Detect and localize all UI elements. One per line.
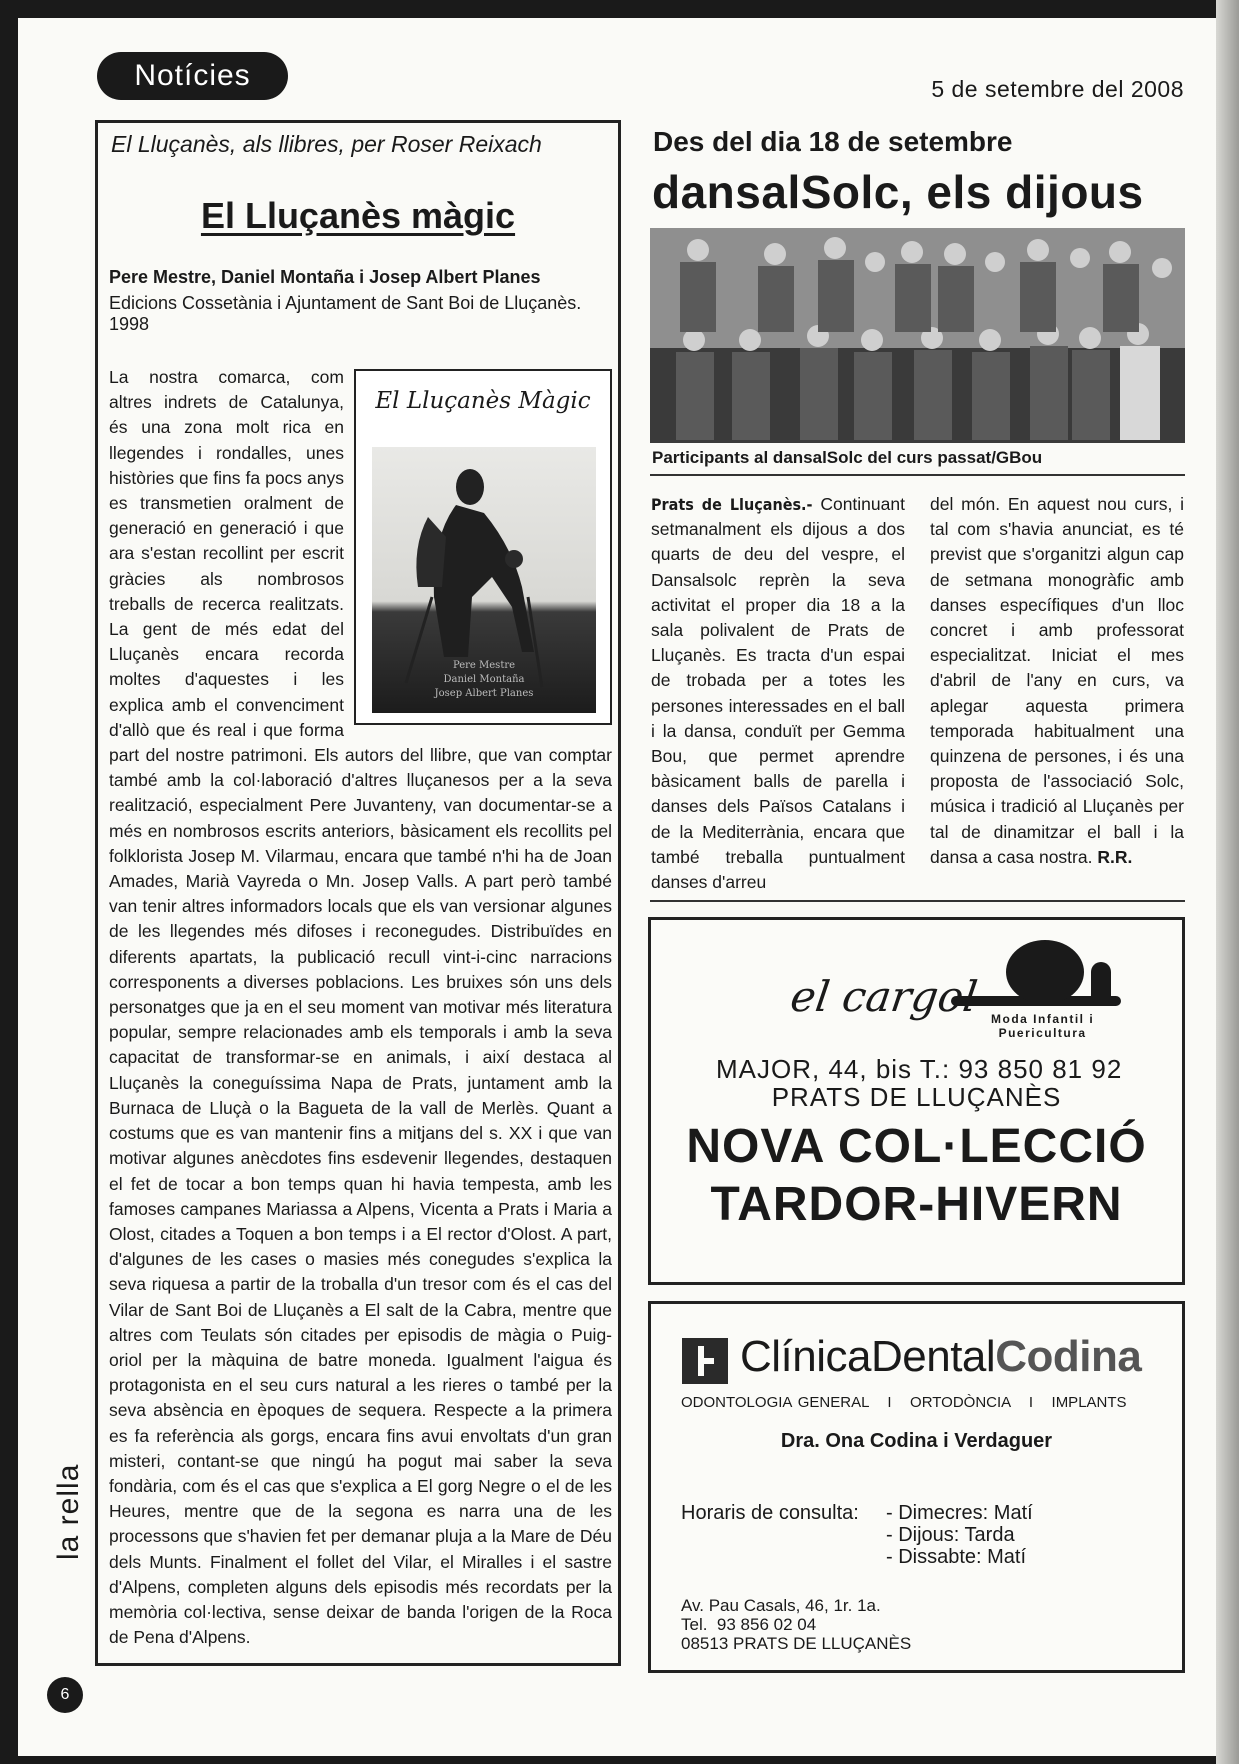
article-kicker: El Lluçanès, als llibres, per Roser Reixach bbox=[111, 131, 542, 157]
clinic-services: ODONTOLOGIA GENERAL I ORTODÒNCIA I IMPLANTS bbox=[681, 1394, 1127, 1411]
publication-name: la rella bbox=[52, 1463, 85, 1560]
shop-logo-text: el cargol bbox=[787, 972, 981, 1021]
page-edge-shadow bbox=[1216, 0, 1239, 1764]
shop-address: MAJOR, 44, bis T.: 93 850 81 92 bbox=[716, 1054, 1123, 1084]
section-label: Notícies bbox=[97, 52, 288, 100]
snail-shell-icon bbox=[1006, 940, 1084, 1004]
shop-tagline: Moda Infantil i Puericultura bbox=[991, 1012, 1095, 1040]
clinic-address: Av. Pau Casals, 46, 1r. 1a. Tel. 93 856 02 04 08513 PRATS DE LLUÇANÈS bbox=[681, 1596, 912, 1653]
issue-date: 5 de setembre del 2008 bbox=[931, 76, 1184, 102]
book-cover-title: El Lluçanès Màgic bbox=[375, 388, 591, 414]
shop-town: PRATS DE LLUÇANÈS bbox=[771, 1082, 1062, 1112]
book-publisher: Edicions Cossetània i Ajuntament de Sant Boi de Lluçanès. 1998 bbox=[109, 293, 582, 334]
snail-head-icon bbox=[1091, 962, 1111, 1002]
book-authors: Pere Mestre, Daniel Montaña i Josep Albert Planes bbox=[109, 267, 541, 287]
book-cover bbox=[354, 369, 612, 725]
book-cover-authors: Pere Mestre Daniel Montaña Josep Albert Planes bbox=[434, 660, 534, 699]
clinic-logo-icon bbox=[682, 1338, 728, 1384]
group-photo bbox=[650, 228, 1185, 443]
page-number: 6 bbox=[47, 1677, 83, 1713]
book-review-article bbox=[95, 120, 621, 1666]
hours-label: Horaris de consulta: bbox=[681, 1502, 859, 1524]
clinic-name: ClínicaDentalCodina bbox=[740, 1332, 1142, 1381]
author-signature: R.R. bbox=[1097, 846, 1133, 867]
news-kicker: Des del dia 18 de setembre bbox=[653, 126, 1013, 157]
clinic-advertisement bbox=[648, 1301, 1185, 1673]
article-headline: El Lluçanès màgic bbox=[200, 195, 516, 236]
book-cover-illustration bbox=[372, 447, 596, 713]
caption-rule bbox=[650, 474, 1185, 476]
shop-promo: NOVA COL·LECCIÓ TARDOR-HIVERN bbox=[686, 1120, 1147, 1231]
shop-advertisement bbox=[648, 917, 1185, 1285]
clinic-doctor: Dra. Ona Codina i Verdaguer bbox=[780, 1430, 1053, 1452]
article-end-rule bbox=[650, 900, 1185, 902]
photo-caption: Participants al dansalSolc del curs passat/GBou bbox=[652, 448, 1043, 467]
news-column-2: del món. En aquest nou curs, i tal com s'havia anunciat, es té previst que s'organitzi algun cap de setmana monogràfic amb danses específiques d'un lloc concret i amb professorat especialitzat. Iniciat el mes d'abril de l'any en curs, va aplegar aquesta primera temporada habitualment una quinzena de persones, i és una proposta de l'associació Solc, música i tradició al Lluçanès per tal de dinamitzar el ball i la dansa a casa nostra. R.R. bbox=[930, 494, 1184, 867]
article-body bbox=[109, 365, 612, 1650]
news-column-1: Prats de Lluçanès.- Continuant setmanalment els dijous a dos quarts de deu del vespre, el Dansalsolc reprèn la seva activitat el proper dia 18 a la sala polivalent de Prats de Lluçanès. Es tracta d'un espai de trobada per a totes les persones interessades en el ball i la dansa, conduït per Gemma Bou, que permet aprendre bàsicament balls de parella i danses dels Països Catalans i de la Mediterrània, encara que també treballa puntualment danses d'arreu bbox=[651, 494, 905, 893]
dancers-group-photo bbox=[650, 228, 1185, 443]
opening-hours: - Dimecres: Matí - Dijous: Tarda - Dissabte: Matí bbox=[886, 1502, 1033, 1568]
dateline: Prats de Lluçanès.- bbox=[651, 495, 813, 514]
news-headline: dansalSolc, els dijous bbox=[652, 166, 1144, 218]
article-body-text: La nostra comarca, com altres indrets de Catalunya, és una zona molt rica en llegendes i rondalles, unes històries que fins fa pocs anys es transmetien oralment de generació en generació i que ara s'estan recollint per escrit gràcies als nombrosos treballs de recerca realitzats. La gent de més edat del Lluçanès encara recorda moltes d'aquestes i les explica amb el convenciment d'allò que és real i que forma part del nostre patrimoni. Els autors del llibre, que van comptar també amb la col·laboració d'altres lluçanesos per a la seva realització, especialment Pere Juvanteny, van documentar-se a més en nombrosos escrits anteriors, bàsicament els recollits pel folklorista Josep M. Vilarmau, encara que també n'hi ha de Joan Amades, Marià Vayreda o Mn. Josep Valls. A part però també van tenir altres informadors locals que els van versionar algunes de les llegendes més difoses i reconegudes. Distribuïdes en diferents apartats, la publicació recull vint-i-cinc narracions corresponents a diverses poblacions. Les bruixes són uns dels personatges que ja en el seu moment van motivar més literatura popular, sempre relacionades amb els temporals i amb la seva capacitat de transformar-se en animals, i així destaca al Lluçanès la coneguíssima Napa de Prats, juntament amb la Burnaca de Lluçà o la Bagueta de la vall de Merlès. Quant a costums que es van mantenir fins a mitjans del s. XX i que van motivar algunes anècdotes fins esdevenir llegendes, destaquen el fet de tocar a bon temps quan hi havia tempesta, amb les famoses campanes Mariassa a Alpens, Vicenta a Prats i Maria a Olost, citades a Toquen a bon temps i a El rector d'Olost. A part, d'algunes de les cases o masies més conegudes s'explica la seva riquesa a partir de la troballa d'un tresor com és el cas del Vilar de Sant Boi de Lluçanès a El salt de la Cabra, mentre que altres com Teulats són citades per episodis de màgia o Puig-oriol per la màquina de batre moneda. Igualment l'aigua és protagonista en el seu curs natural a les rieres o també per la seva absència en èpoques de sequera. Respecte a la primera es fa referència als gorgs, encara fins avui envoltats d'un gran misteri, contant-se que ningú ha pogut mai saber la seva fondària, com és el cas que s'explica a El gorg Negre o el de les Heures, mentre que de la segona es narra una de les processons que s'havien fet per demanar pluja a la Mare de Déu dels Munts. Finalment el follet del Vilar, el Miralles i el sastre d'Alpens, completen alguns dels episodis més recordats per la memòria col·lectiva, sense deixar de banda l'origen de la Roca de Pena d'Alpens. bbox=[109, 367, 612, 1648]
